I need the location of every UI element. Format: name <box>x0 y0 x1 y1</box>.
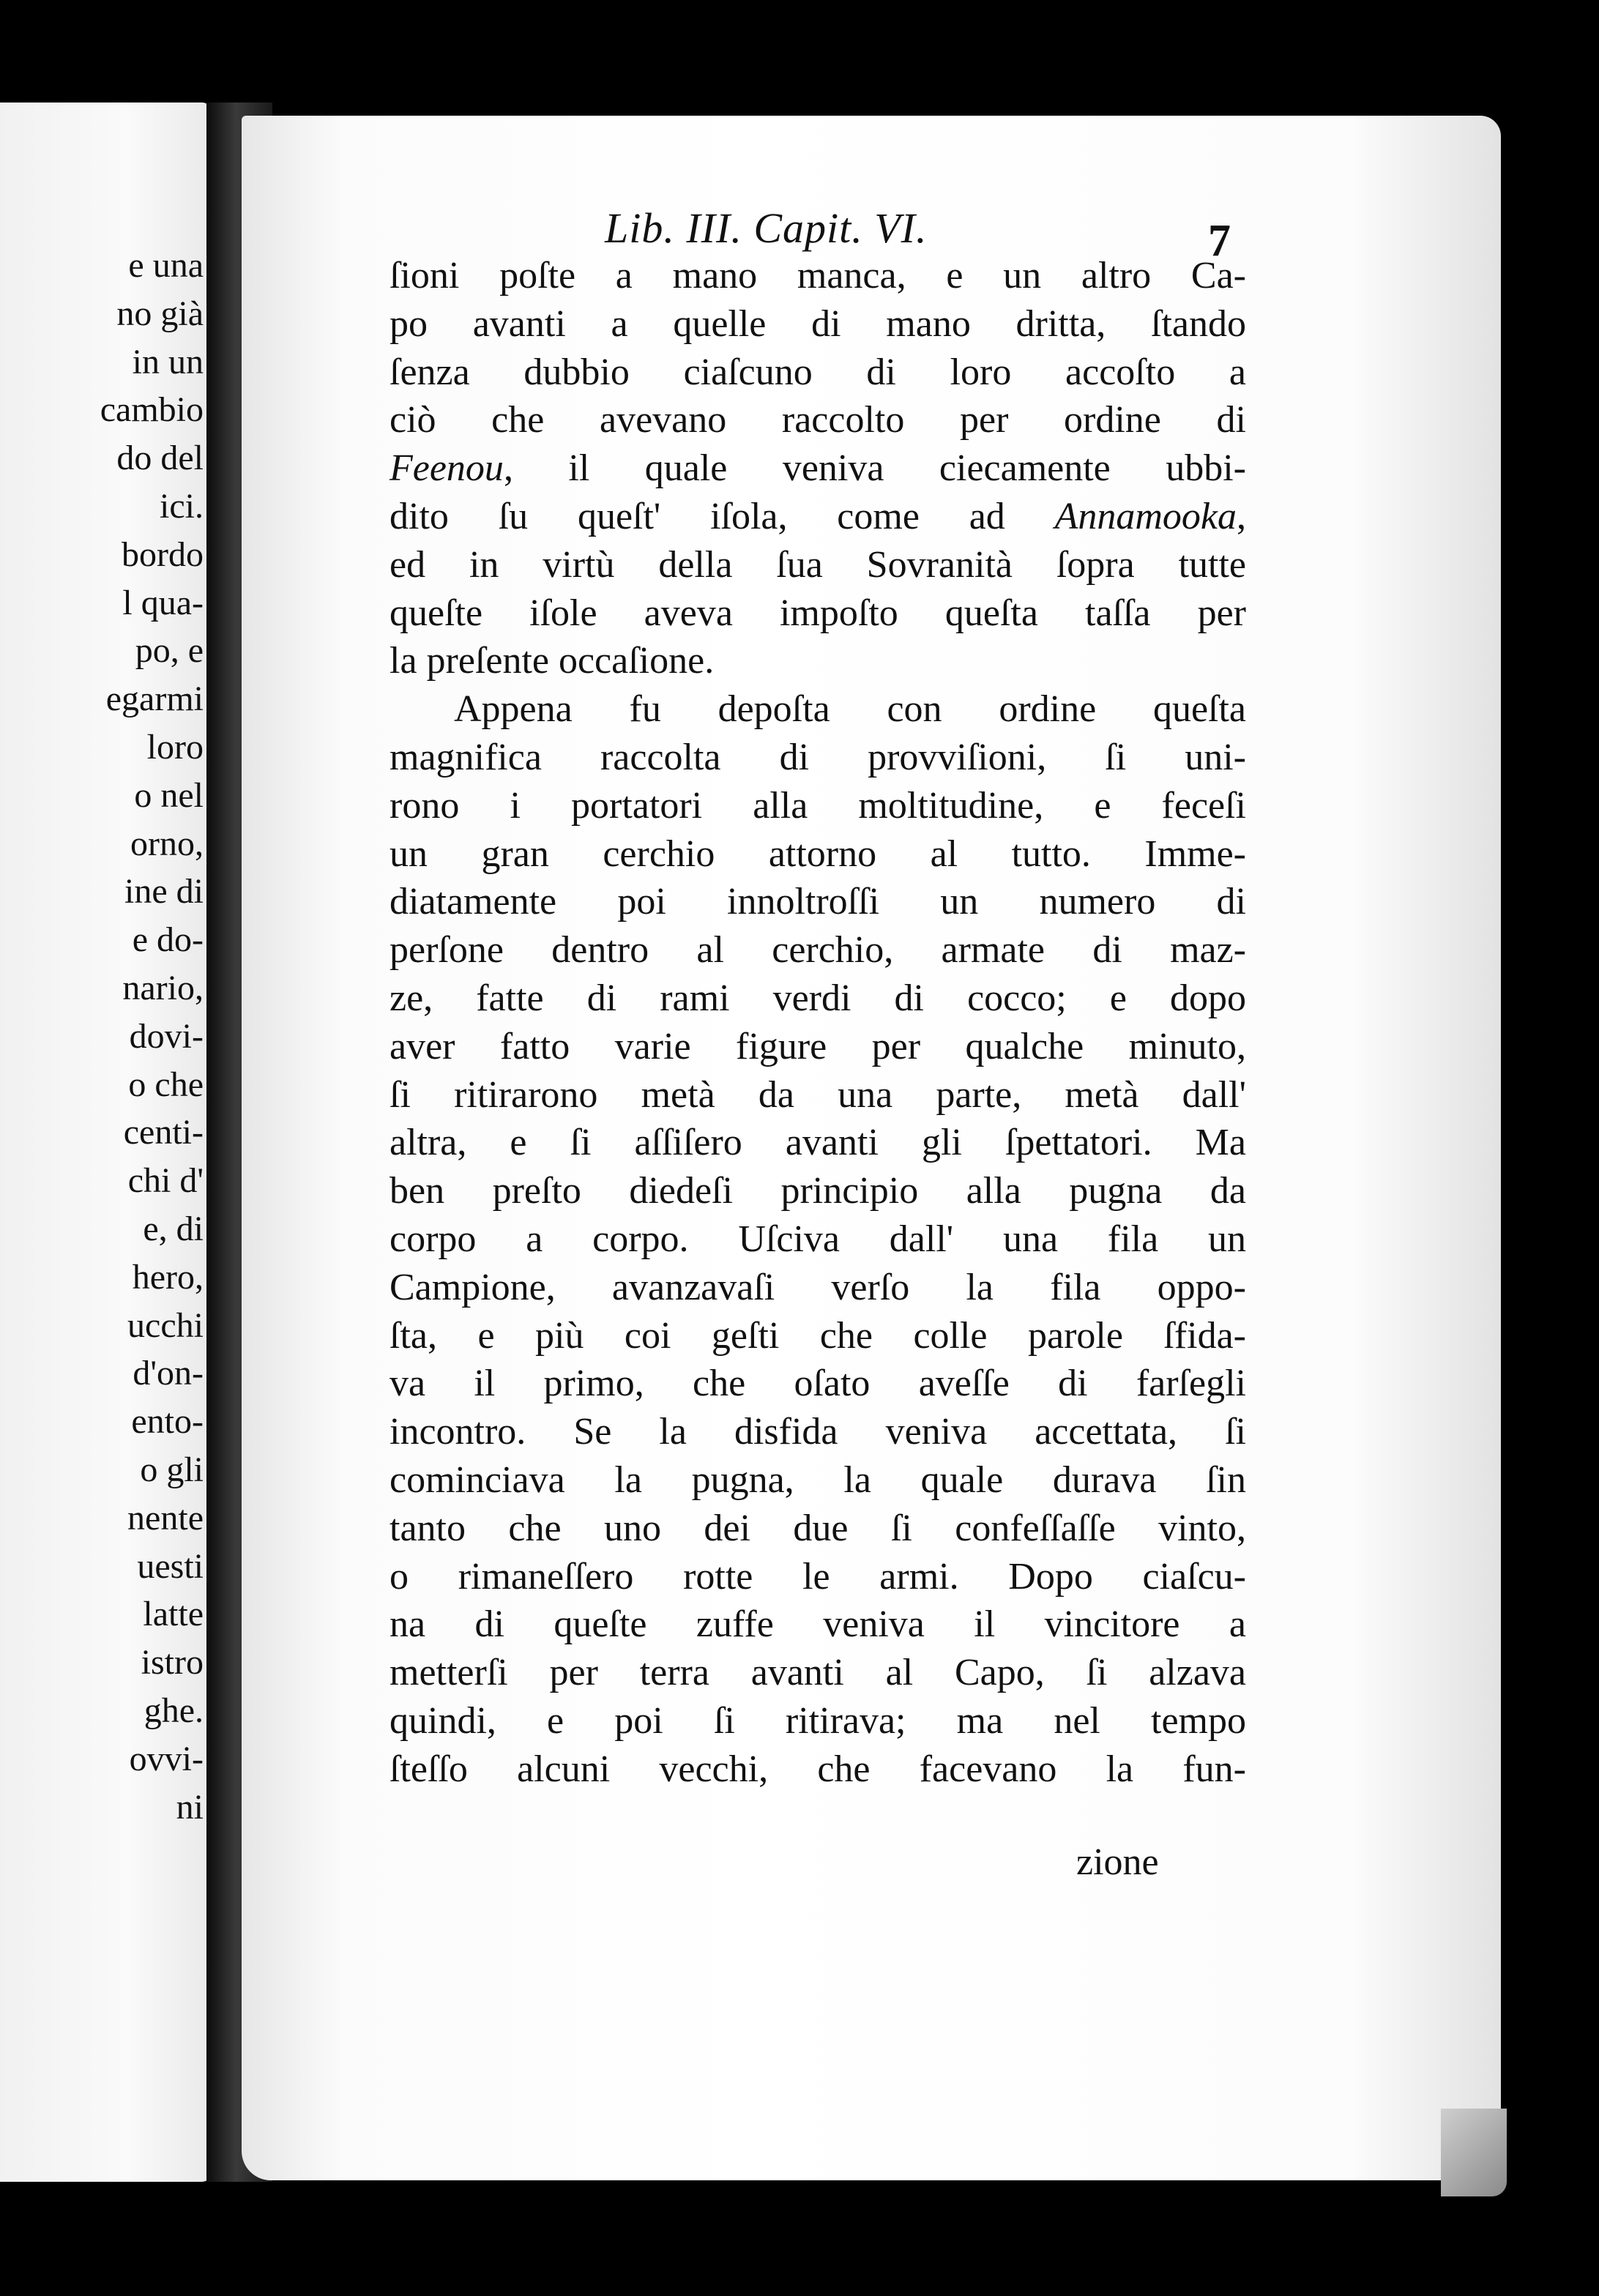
left-page-line: o che <box>128 1065 204 1104</box>
left-page-line: nario, <box>122 968 204 1007</box>
page-corner <box>1441 2109 1507 2196</box>
text-line: ed in virtù della ſua Sovranità ſopra tutte <box>390 543 1246 586</box>
text-line: metterſi per terra avanti al Capo, ſi alzava <box>390 1652 1246 1694</box>
left-page-fragment <box>0 102 212 2182</box>
left-page-line: ghe. <box>144 1691 204 1730</box>
left-page-line: centi- <box>123 1113 204 1152</box>
text-line: corpo a corpo. Uſciva dall' una fila un <box>390 1218 1246 1260</box>
proper-name: Annamooka <box>1054 495 1237 537</box>
left-page-line: l qua- <box>122 583 204 622</box>
left-page-line: orno, <box>130 824 204 863</box>
text-line: po avanti a quelle di mano dritta, ſtando <box>390 302 1246 345</box>
left-page-line: ni <box>176 1787 204 1827</box>
text-line: Appena fu depoſta con ordine queſta <box>454 688 1246 731</box>
left-page-line: nente <box>127 1498 204 1538</box>
text-line: va il primo, che oſato aveſſe di farſegli <box>390 1363 1246 1405</box>
text-line: ſteſſo alcuni vecchi, che facevano la fun- <box>390 1748 1246 1790</box>
left-page-line: loro <box>146 727 204 767</box>
text-line: rono i portatori alla moltitudine, e feceſi <box>390 784 1246 827</box>
left-page-line: uesti <box>137 1546 204 1586</box>
left-page-line: e una <box>128 246 204 285</box>
left-page-line: latte <box>143 1595 204 1634</box>
text-line: incontro. Se la disfida veniva accettata, ſi <box>390 1411 1246 1453</box>
text-line: cominciava la pugna, la quale durava ſin <box>390 1458 1246 1501</box>
text-line: quindi, e poi ſi ritirava; ma nel tempo <box>390 1699 1246 1742</box>
left-page-line: istro <box>141 1643 204 1682</box>
text-line: un gran cerchio attorno al tutto. Imme- <box>390 832 1246 875</box>
left-page-line: e, di <box>143 1209 204 1248</box>
text-line: aver fatto varie figure per qualche minuto, <box>390 1025 1246 1067</box>
text-line: o rimaneſſero rotte le armi. Dopo ciaſcu- <box>390 1555 1246 1598</box>
text-line: ſioni poſte a mano manca, e un altro Ca- <box>390 255 1246 297</box>
text-line: la preſente occaſione. <box>390 640 715 682</box>
left-page-line: o gli <box>140 1450 204 1489</box>
text-line: magnifica raccolta di provviſioni, ſi uni- <box>390 736 1246 778</box>
left-page-line: ucchi <box>127 1305 204 1345</box>
text-line: queſte iſole aveva impoſto queſta taſſa per <box>390 592 1246 634</box>
left-page-line: hero, <box>132 1257 204 1297</box>
running-header: Lib. III. Capit. VI. <box>605 204 928 252</box>
text-line: diatamente poi innoltroſſi un numero di <box>390 881 1246 923</box>
left-page-line: bordo <box>122 534 204 574</box>
left-page-line: in un <box>132 342 204 381</box>
text-line: ciò che avevano raccolto per ordine di <box>390 399 1246 441</box>
left-page-line: ici. <box>160 486 204 526</box>
left-page-line: po, e <box>135 631 204 671</box>
left-page-text <box>0 242 204 1831</box>
left-page-line: cambio <box>100 390 204 430</box>
left-page-line: dovi- <box>129 1016 204 1056</box>
left-page-line: d'on- <box>133 1354 204 1393</box>
text-line: Feenou, il quale veniva ciecamente ubbi- <box>390 447 1246 490</box>
text-line: ſenza dubbio ciaſcuno di loro accoſto a <box>390 351 1246 393</box>
left-page-line: ine di <box>124 872 204 912</box>
text-line: dito ſu queſt' iſola, come ad Annamooka, <box>390 495 1246 537</box>
text-line: ben preſto diedeſi principio alla pugna da <box>390 1170 1246 1212</box>
text-line: perſone dentro al cerchio, armate di maz- <box>390 929 1246 972</box>
text-line: altra, e ſi aſſiſero avanti gli ſpettatori. Ma <box>390 1122 1246 1164</box>
text-line: Campione, avanzavaſi verſo la fila oppo- <box>390 1266 1246 1308</box>
catchword: zione <box>1076 1841 1159 1883</box>
left-page-line: ovvi- <box>129 1739 204 1778</box>
text-line: ſi ritirarono metà da una parte, metà dall' <box>390 1073 1246 1116</box>
left-page-line: egarmi <box>105 679 204 719</box>
text-line: tanto che uno dei due ſi confeſſaſſe vinto, <box>390 1507 1246 1549</box>
left-page-line: no già <box>116 294 204 333</box>
proper-name: Feenou <box>390 447 504 490</box>
text-line: na di queſte zuffe veniva il vincitore a <box>390 1603 1246 1646</box>
body-text <box>390 252 1246 1794</box>
left-page-line: do del <box>116 439 204 478</box>
left-page-line: e do- <box>132 920 204 960</box>
left-page-line: o nel <box>134 775 204 815</box>
text-line: ſta, e più coi geſti che colle parole ſfida- <box>390 1314 1246 1357</box>
left-page-line: ento- <box>131 1402 204 1442</box>
text-line: ze, fatte di rami verdi di cocco; e dopo <box>390 977 1246 1019</box>
left-page-line: chi d' <box>127 1161 204 1201</box>
page-number: 7 <box>1208 216 1231 266</box>
